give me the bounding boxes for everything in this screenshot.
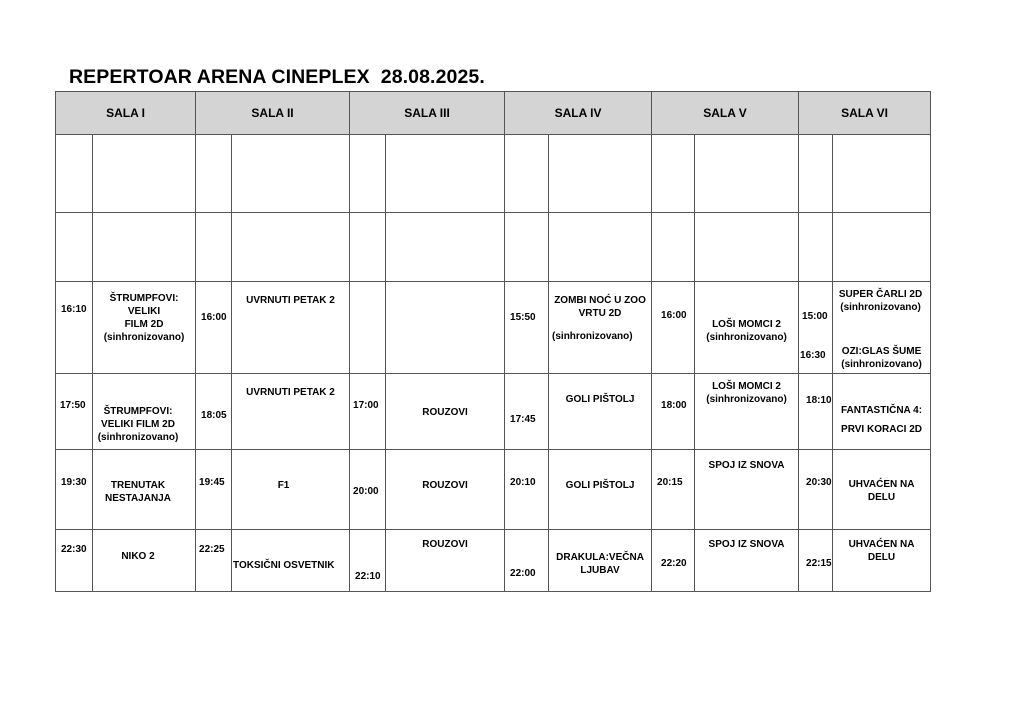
showtime: 17:00 xyxy=(353,400,379,411)
showtime: 18:05 xyxy=(201,410,227,421)
hall-header: SALA V xyxy=(652,92,799,135)
movie-title: SUPER ČARLI 2D (sinhronizovano) xyxy=(838,289,923,313)
showtime: 18:10 xyxy=(806,395,832,406)
time-cell xyxy=(652,530,695,592)
movie-cell xyxy=(232,530,350,592)
movie-cell xyxy=(833,374,931,450)
movie-title: FANTASTIČNA 4: PRVI KORACI 2D xyxy=(840,405,923,435)
movie-title: DRAKULA:VEČNA LJUBAV xyxy=(556,552,644,576)
time-cell xyxy=(350,374,386,450)
movie-cell xyxy=(232,450,350,530)
time-cell xyxy=(350,450,386,530)
movie-cell xyxy=(93,374,196,450)
movie-title: GOLI PIŠTOLJ xyxy=(565,480,635,491)
showtime: 16:00 xyxy=(201,312,227,323)
time-cell xyxy=(56,282,93,374)
showtime: 22:25 xyxy=(199,544,225,555)
movie-title: UHVAĆEN NA DELU xyxy=(848,479,915,503)
showtime: 18:00 xyxy=(661,400,687,411)
movie-title: TRENUTAK NESTAJANJA xyxy=(105,480,171,504)
time-cell xyxy=(505,282,549,374)
movie-cell xyxy=(833,530,931,592)
showtime: 16:10 xyxy=(61,304,87,315)
time-cell xyxy=(505,450,549,530)
time-cell xyxy=(350,282,386,374)
movie-cell xyxy=(549,282,652,374)
time-cell xyxy=(652,374,695,450)
movie-title: OZI:GLAS ŠUME (sinhronizovano) xyxy=(841,346,922,370)
showtime: 15:50 xyxy=(510,312,536,323)
showtime: 20:00 xyxy=(353,486,379,497)
empty-row xyxy=(56,213,931,282)
page-title: REPERTOAR ARENA CINEPLEX 28.08.2025. xyxy=(69,66,485,88)
time-cell xyxy=(56,450,93,530)
time-cell xyxy=(196,282,232,374)
movie-title: GOLI PIŠTOLJ xyxy=(565,394,635,405)
movie-cell xyxy=(386,530,505,592)
movie-note: (sinhronizovano) xyxy=(552,331,633,342)
showtime: 22:15 xyxy=(806,558,832,569)
showtime: 22:30 xyxy=(61,544,87,555)
movie-cell xyxy=(695,530,799,592)
movie-cell xyxy=(386,282,505,374)
table-row xyxy=(56,374,931,450)
movie-cell xyxy=(833,282,931,374)
showtime: 17:45 xyxy=(510,414,536,425)
movie-cell xyxy=(93,282,196,374)
time-cell xyxy=(652,450,695,530)
showtime: 16:00 xyxy=(661,310,687,321)
movie-title: ZOMBI NOĆ U ZOO VRTU 2D xyxy=(554,295,646,319)
header-row xyxy=(56,92,931,135)
movie-title: NIKO 2 xyxy=(121,551,155,562)
time-cell xyxy=(196,374,232,450)
movie-title: TOKSIČNI OSVETNIK xyxy=(233,560,335,571)
movie-title: LOŠI MOMCI 2 (sinhronizovano) xyxy=(706,381,787,405)
showtime: 17:50 xyxy=(60,400,86,411)
time-cell xyxy=(196,450,232,530)
time-cell xyxy=(799,530,833,592)
movie-title: ŠTRUMPFOVI: VELIKI FILM 2D (sinhronizovano) xyxy=(97,406,179,443)
movie-cell xyxy=(695,374,799,450)
movie-cell xyxy=(93,530,196,592)
hall-header: SALA VI xyxy=(799,92,931,135)
showtime: 15:00 xyxy=(802,311,828,322)
time-cell xyxy=(652,282,695,374)
table-row xyxy=(56,282,931,374)
hall-header: SALA II xyxy=(196,92,350,135)
movie-cell xyxy=(695,282,799,374)
movie-title: ROUZOVI xyxy=(422,407,468,418)
movie-cell xyxy=(549,450,652,530)
time-cell xyxy=(799,450,833,530)
movie-title: ROUZOVI xyxy=(422,480,468,491)
movie-title: ROUZOVI xyxy=(422,539,468,550)
movie-title: UVRNUTI PETAK 2 xyxy=(246,295,335,306)
movie-cell xyxy=(695,450,799,530)
time-cell xyxy=(56,374,93,450)
showtime: 20:10 xyxy=(510,477,536,488)
movie-cell xyxy=(833,450,931,530)
movie-title: ŠTRUMPFOVI: VELIKI FILM 2D (sinhronizovano) xyxy=(103,293,185,343)
movie-cell xyxy=(386,450,505,530)
showtime: 22:10 xyxy=(355,571,381,582)
movie-cell xyxy=(549,374,652,450)
time-cell xyxy=(505,530,549,592)
hall-header: SALA III xyxy=(350,92,505,135)
time-cell xyxy=(350,530,386,592)
hall-header: SALA IV xyxy=(505,92,652,135)
movie-title: SPOJ IZ SNOVA xyxy=(708,460,785,471)
time-cell xyxy=(505,374,549,450)
movie-cell xyxy=(232,374,350,450)
movie-title: F1 xyxy=(277,480,290,491)
movie-title: SPOJ IZ SNOVA xyxy=(708,539,785,550)
movie-cell xyxy=(549,530,652,592)
time-cell xyxy=(799,282,833,374)
time-cell xyxy=(196,530,232,592)
hall-header: SALA I xyxy=(56,92,196,135)
showtime: 22:20 xyxy=(661,558,687,569)
table-row xyxy=(56,450,931,530)
showtime: 19:45 xyxy=(199,477,225,488)
movie-cell xyxy=(93,450,196,530)
movie-title: LOŠI MOMCI 2 (sinhronizovano) xyxy=(706,319,787,343)
movie-cell xyxy=(232,282,350,374)
showtime: 22:00 xyxy=(510,568,536,579)
showtime: 20:15 xyxy=(657,477,683,488)
showtime: 20:30 xyxy=(806,477,832,488)
movie-cell xyxy=(386,374,505,450)
schedule-table xyxy=(55,91,931,592)
movie-title: UVRNUTI PETAK 2 xyxy=(246,387,335,398)
time-cell xyxy=(56,530,93,592)
table-row xyxy=(56,530,931,592)
showtime: 19:30 xyxy=(61,477,87,488)
time-cell xyxy=(799,374,833,450)
empty-row xyxy=(56,135,931,213)
movie-title: UHVAĆEN NA DELU xyxy=(848,539,915,563)
showtime: 16:30 xyxy=(800,350,826,361)
